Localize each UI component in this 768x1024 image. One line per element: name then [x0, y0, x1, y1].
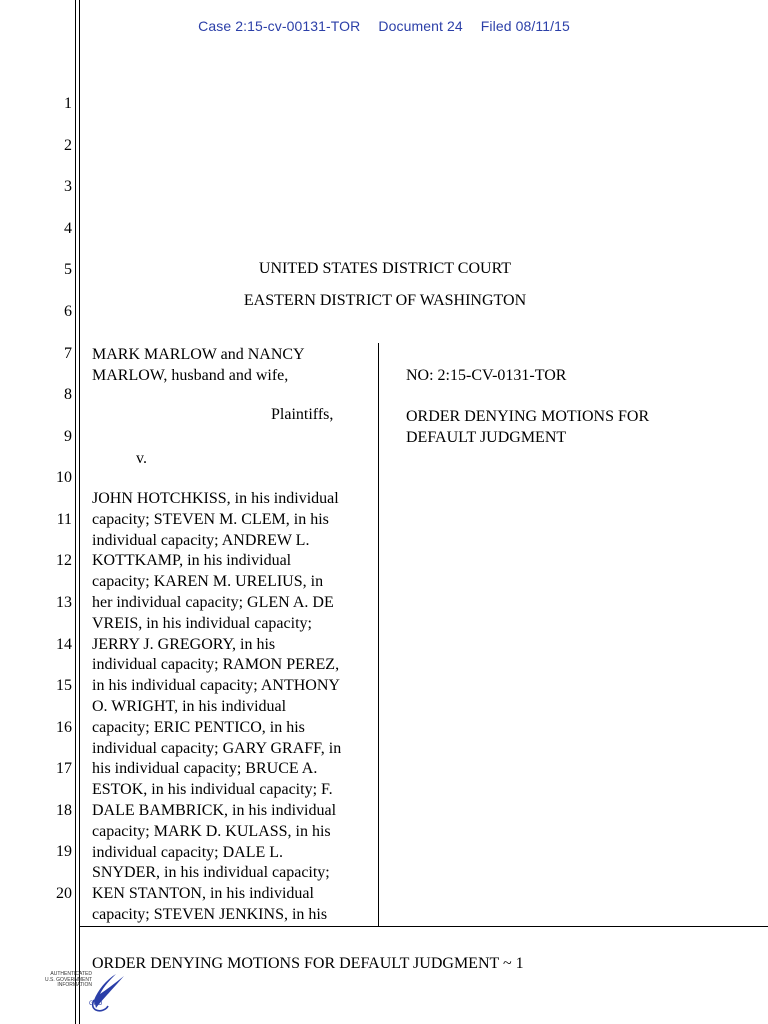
line-number: 14 [56, 636, 72, 653]
defendant-line: individual capacity; ANDREW L. [92, 531, 310, 549]
order-title-line-2: DEFAULT JUDGMENT [406, 429, 567, 446]
defendant-line: VREIS, in his individual capacity; [92, 614, 312, 632]
defendant-line: individual capacity; DALE L. [92, 843, 284, 861]
defendant-line: her individual capacity; GLEN A. DE [92, 593, 334, 611]
defendant-line: capacity; KAREN M. URELIUS, in [92, 573, 324, 591]
defendant-line: capacity; MARK D. KULASS, in his [92, 822, 331, 840]
defendant-line: ESTOK, in his individual capacity; F. [92, 781, 333, 799]
defendant-line: individual capacity; GARY GRAFF, in [92, 739, 342, 757]
court-name: UNITED STATES DISTRICT COURT [258, 260, 512, 277]
margin-rule-right [79, 0, 80, 1024]
court-district: EASTERN DISTRICT OF WASHINGTON [243, 292, 527, 309]
defendant-line: individual capacity; RAMON PEREZ, [92, 656, 340, 674]
defendant-line: in his individual capacity; ANTHONY [92, 677, 340, 695]
line-number: 4 [64, 220, 72, 237]
line-number: 16 [56, 719, 72, 736]
line-number: 15 [56, 677, 72, 694]
defendant-line: KOTTKAMP, in his individual [92, 552, 292, 570]
line-number: 5 [64, 261, 72, 278]
line-number: 7 [64, 345, 72, 362]
defendant-line: capacity; STEVEN M. CLEM, in his [92, 510, 329, 528]
footer-rule [79, 926, 768, 927]
line-number: 19 [56, 843, 72, 860]
versus-label: v. [136, 450, 147, 467]
line-number: 1 [64, 95, 72, 112]
line-number: 18 [56, 802, 72, 819]
plaintiff-line: MARLOW, husband and wife, [92, 366, 289, 384]
caption-parties [92, 345, 372, 387]
line-number: 20 [56, 885, 72, 902]
defendant-line: JERRY J. GREGORY, in his [92, 635, 276, 653]
line-number: 2 [64, 137, 72, 154]
defendant-line: DALE BAMBRICK, in his individual [92, 801, 337, 819]
defendant-line: KEN STANTON, in his individual [92, 885, 314, 903]
defendant-line: JOHN HOTCHKISS, in his individual [92, 490, 339, 507]
defendant-line: capacity; ERIC PENTICO, in his [92, 718, 305, 736]
gpo-seal-label: GPO [89, 1001, 103, 1007]
case-header [0, 18, 768, 34]
defendant-line: capacity; STEVEN JENKINS, in his [92, 905, 328, 923]
margin-rule-left [75, 0, 76, 1024]
defendant-line: SNYDER, in his individual capacity; [92, 864, 330, 882]
case-number: Case 2:15-cv-00131-TOR [198, 18, 361, 34]
plaintiff-line: MARK MARLOW and NANCY [92, 346, 305, 363]
line-number: 17 [56, 760, 72, 777]
line-number: 10 [56, 469, 72, 486]
line-number: 9 [64, 428, 72, 445]
line-number: 3 [64, 178, 72, 195]
document-number: Document 24 [378, 18, 463, 34]
footer-title: ORDER DENYING MOTIONS FOR DEFAULT JUDGMENT ~ 1 [92, 955, 524, 972]
line-number: 8 [64, 386, 72, 403]
filed-date: Filed 08/11/15 [480, 18, 570, 34]
line-number: 12 [56, 552, 72, 569]
defendant-line: O. WRIGHT, in his individual [92, 697, 287, 715]
line-number: 11 [56, 511, 72, 528]
caption-defendants [92, 489, 372, 926]
gpo-seal-eagle-icon [44, 970, 128, 1014]
line-number: 13 [56, 594, 72, 611]
gpo-seal-text: AUTHENTICATED U.S. GOVERNMENT INFORMATION [45, 971, 92, 988]
case-no: NO: 2:15-CV-0131-TOR [406, 367, 567, 384]
caption-divider [378, 343, 379, 926]
defendant-line: his individual capacity; BRUCE A. [92, 760, 318, 778]
plaintiffs-label: Plaintiffs, [271, 406, 334, 423]
order-title-line-1: ORDER DENYING MOTIONS FOR [406, 408, 650, 425]
line-number: 6 [64, 303, 72, 320]
